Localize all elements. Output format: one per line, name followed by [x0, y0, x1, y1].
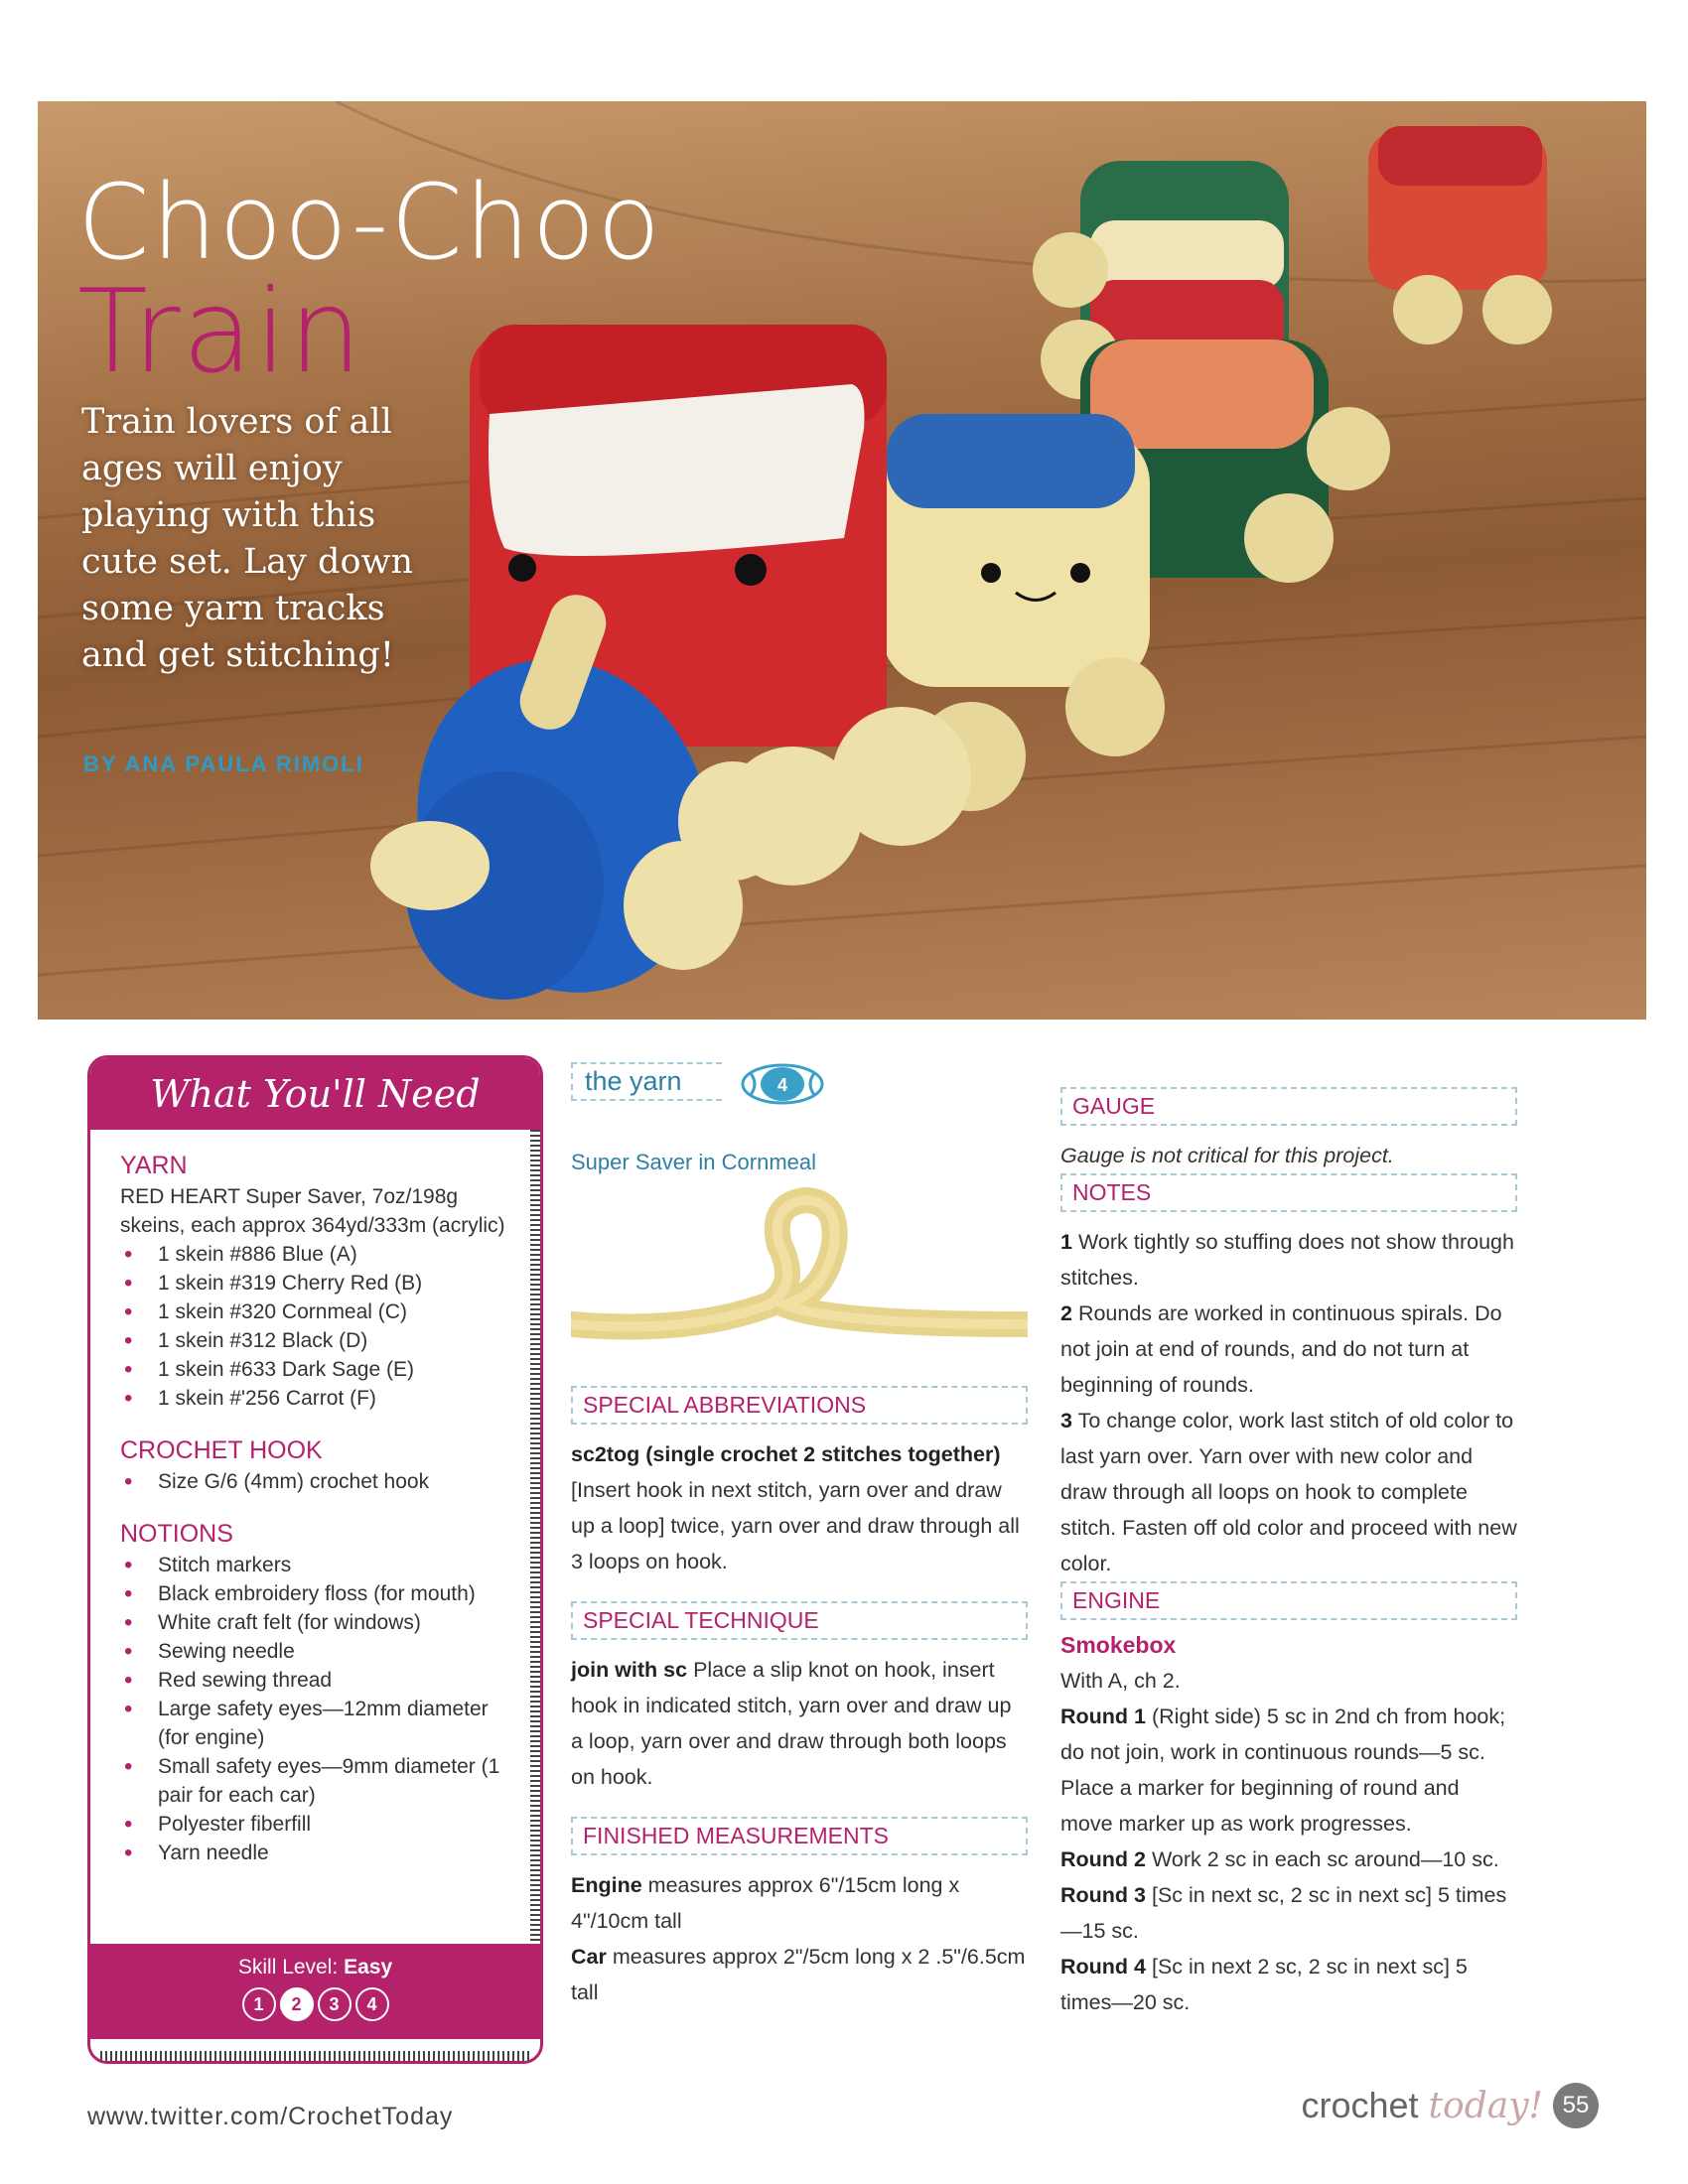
engine-measure-text: measures approx 6"/15cm long x 4"/10cm tall [571, 1873, 960, 1933]
list-item: • 1 skein #312 Black (D) [120, 1326, 516, 1355]
brand-logo: crochet today! [1301, 2085, 1543, 2126]
skill-circle-4: 4 [355, 1987, 389, 2021]
notions-list [120, 1551, 516, 1867]
intro-text: Train lovers of all ages will enjoy playing with this cute set. Lay down some yarn tracks and get stitching! [81, 402, 414, 675]
yarn-name: Super Saver in Cornmeal [571, 1150, 817, 1174]
note-number: 3 [1060, 1409, 1072, 1433]
skill-level-circles [90, 1987, 540, 2021]
round-label: Round 3 [1060, 1883, 1146, 1907]
gauge-text: Gauge is not critical for this project. [1060, 1144, 1394, 1167]
special-technique-heading: SPECIAL TECHNIQUE [571, 1601, 1028, 1640]
round-text: (Right side) 5 sc in 2nd ch from hook; do not join, work in continuous rounds—5 sc. Place a marker for beginning of round and move marker up as work progresses. [1060, 1705, 1506, 1836]
smokebox-subheading: Smokebox [1060, 1632, 1177, 1658]
stripe-decoration [530, 1130, 540, 1942]
yarn-section-heading: the yarn [571, 1062, 722, 1101]
list-item: • White craft felt (for windows) [120, 1608, 516, 1637]
page-title-line1: Choo-Choo [77, 162, 663, 283]
list-item: • 1 skein #886 Blue (A) [120, 1240, 516, 1269]
technique-term: join with sc [571, 1658, 688, 1682]
footer-brand [1301, 2083, 1599, 2128]
note-text: To change color, work last stitch of old color to last yarn over. Yarn over with new color and draw through all loops on hook to complete stitch. Fasten off old color and proceed with new color. [1060, 1409, 1517, 1575]
round-label: Round 4 [1060, 1955, 1146, 1979]
car-measure-term: Car [571, 1945, 607, 1969]
list-item: • Large safety eyes—12mm diameter (for engine) [120, 1695, 516, 1752]
note-text: Rounds are worked in continuous spirals. Do not join at end of rounds, and do not turn at beginning of rounds. [1060, 1301, 1502, 1397]
yarn-list [120, 1240, 516, 1413]
list-item: • Size G/6 (4mm) crochet hook [120, 1467, 516, 1496]
abbrev-text: [Insert hook in next stitch, yarn over and draw up a loop] twice, yarn over and draw through all 3 loops on hook. [571, 1478, 1020, 1573]
round-text: Work 2 sc in each sc around—10 sc. [1151, 1847, 1499, 1871]
yarn-weight-icon [740, 1062, 825, 1106]
skill-circle-2: 2 [280, 1987, 314, 2021]
list-item: • Red sewing thread [120, 1666, 516, 1695]
list-item: • 1 skein #319 Cherry Red (B) [120, 1269, 516, 1297]
page-title-line2: Train [77, 265, 364, 399]
hook-heading: CROCHET HOOK [120, 1436, 323, 1464]
what-youll-need-box [87, 1055, 543, 2064]
round-label: Round 1 [1060, 1705, 1146, 1728]
page-number: 55 [1553, 2083, 1599, 2128]
list-item: • Polyester fiberfill [120, 1810, 516, 1839]
skill-level-banner [90, 1944, 540, 2039]
special-abbreviations-heading: SPECIAL ABBREVIATIONS [571, 1386, 1028, 1425]
notes-heading: NOTES [1060, 1173, 1517, 1212]
round-text: [Sc in next 2 sc, 2 sc in next sc] 5 times—20 sc. [1060, 1955, 1468, 2014]
yarn-heading: YARN [120, 1152, 188, 1179]
abbrev-term: sc2tog (single crochet 2 stitches together) [571, 1442, 1001, 1466]
byline: BY ANA PAULA RIMOLI [83, 751, 364, 776]
car-measure-text: measures approx 2"/5cm long x 2 .5"/6.5cm tall [571, 1945, 1026, 2004]
skill-value: Easy [344, 1956, 393, 1979]
stripe-decoration-bottom [100, 2051, 530, 2061]
list-item: • Sewing needle [120, 1637, 516, 1666]
notions-heading: NOTIONS [120, 1520, 233, 1548]
note-text: Work tightly so stuffing does not show through stitches. [1060, 1230, 1514, 1290]
list-item: • 1 skein #'256 Carrot (F) [120, 1384, 516, 1413]
note-number: 1 [1060, 1230, 1072, 1254]
middle-column [571, 1062, 1028, 2010]
right-column [1060, 1087, 1517, 2020]
list-item: • Stitch markers [120, 1551, 516, 1579]
list-item: • 1 skein #633 Dark Sage (E) [120, 1355, 516, 1384]
engine-heading: ENGINE [1060, 1581, 1517, 1620]
skill-circle-1: 1 [242, 1987, 276, 2021]
hook-list [120, 1467, 516, 1496]
list-item: • 1 skein #320 Cornmeal (C) [120, 1297, 516, 1326]
hero-photo [38, 101, 1646, 1020]
gauge-heading: GAUGE [1060, 1087, 1517, 1126]
need-heading: What You'll Need [90, 1058, 540, 1130]
note-number: 2 [1060, 1301, 1072, 1325]
finished-measurements-heading: FINISHED MEASUREMENTS [571, 1817, 1028, 1855]
round-text: [Sc in next sc, 2 sc in next sc] 5 times—15 sc. [1060, 1883, 1507, 1943]
list-item: • Black embroidery floss (for mouth) [120, 1579, 516, 1608]
technique-text: Place a slip knot on hook, insert hook in indicated stitch, yarn over and draw up a loop, yarn over and draw through both loops on hook. [571, 1658, 1012, 1789]
engine-measure-term: Engine [571, 1873, 642, 1897]
round-label: Round 2 [1060, 1847, 1146, 1871]
skill-circle-3: 3 [318, 1987, 352, 2021]
footer-url[interactable]: www.twitter.com/CrochetToday [87, 2103, 454, 2130]
skill-label: Skill Level: [237, 1956, 339, 1979]
list-item: • Small safety eyes—9mm diameter (1 pair for each car) [120, 1752, 516, 1810]
yarn-weight-number: 4 [776, 1075, 788, 1095]
yarn-strand-image [571, 1185, 1028, 1364]
list-item: • Yarn needle [120, 1839, 516, 1867]
yarn-description: RED HEART Super Saver, 7oz/198g skeins, each approx 364yd/333m (acrylic) [120, 1185, 505, 1237]
engine-start: With A, ch 2. [1060, 1669, 1181, 1693]
